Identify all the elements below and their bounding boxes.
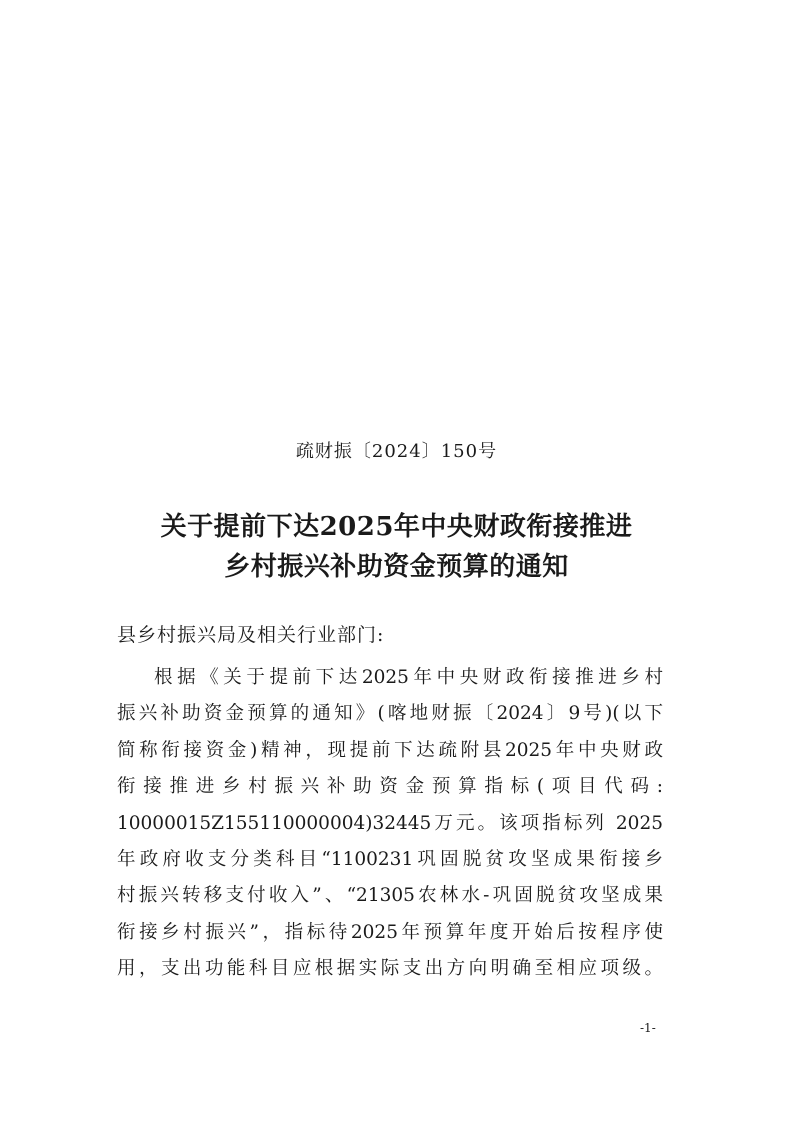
document-title [0, 507, 793, 587]
body-line: 用，支出功能科目应根据实际支出方向明确至相应项级。 [117, 958, 663, 980]
body-line: 衔接推进乡村振兴补助资金预算指标(项目代码: [117, 776, 663, 798]
salutation: 县乡村振兴局及相关行业部门: [117, 624, 385, 646]
body-line: 村振兴转移支付收入”、“21305农林水-巩固脱贫攻坚成果 [117, 885, 663, 907]
document-number: 疏财振〔2024〕150号 [295, 441, 498, 462]
body-line: 简称衔接资金)精神，现提前下达疏附县2025年中央财政 [117, 739, 663, 761]
title-line-1: 关于提前下达2025年中央财政衔接推进 [160, 512, 633, 542]
body-line: 振兴补助资金预算的通知》(喀地财振〔2024〕9号)(以下 [117, 703, 663, 725]
body-line: 衔接乡村振兴”，指标待2025年预算年度开始后按程序使 [117, 921, 663, 943]
body-paragraph [117, 660, 663, 988]
body-line: 年政府收支分类科目“1100231巩固脱贫攻坚成果衔接乡 [117, 848, 663, 870]
title-line-2: 乡村振兴补助资金预算的通知 [224, 552, 569, 582]
body-line: 根据《关于提前下达2025年中央财政衔接推进乡村 [154, 667, 663, 688]
body-line: 10000015Z155110000004)32445万元。该项指标列 2025 [117, 812, 663, 834]
page-number: -1- [640, 1021, 656, 1035]
